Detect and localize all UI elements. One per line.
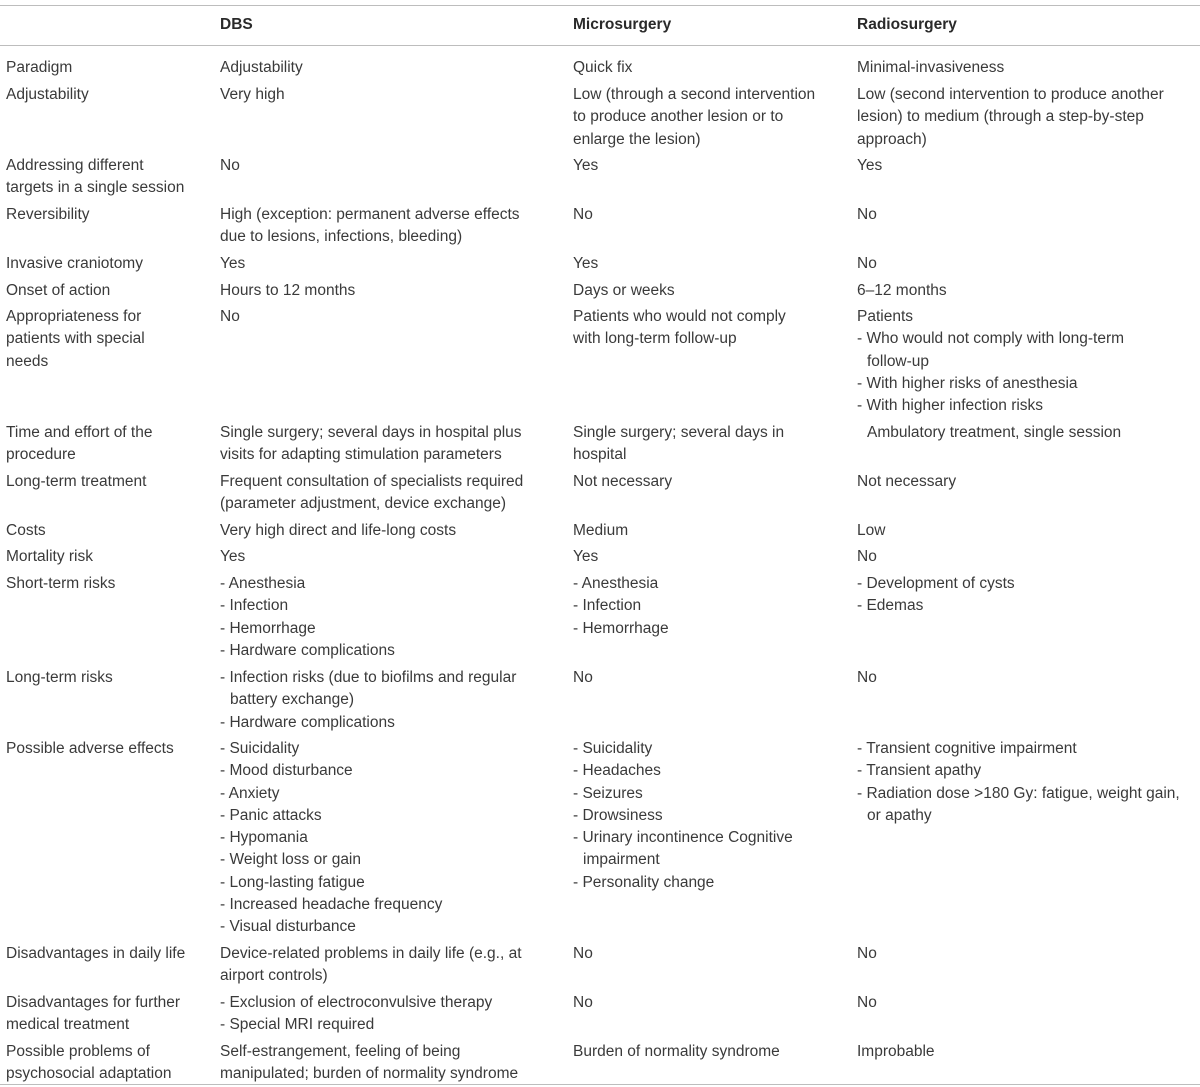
cell-line: No: [857, 206, 877, 223]
cell-line: - Hardware complications: [220, 713, 395, 731]
microsurgery-cell: [573, 992, 843, 1014]
cell-line: Self-estrangement, feeling of being: [220, 1043, 461, 1060]
cell-line: - Suicidality: [220, 740, 300, 757]
cell-line: hospital: [573, 446, 627, 464]
radiosurgery-cell: [857, 520, 1200, 542]
cell-line: High (exception: permanent adverse effects: [220, 206, 520, 223]
row-label: [6, 306, 206, 373]
cell-line: targets in a single session: [6, 179, 185, 197]
cell-line: Paradigm: [6, 59, 73, 76]
table-top-rule: [0, 5, 1200, 6]
cell-line: No: [220, 157, 240, 174]
cell-line: airport controls): [220, 967, 328, 985]
cell-line: manipulated; burden of normality syndrome: [220, 1065, 519, 1083]
dbs-cell: [220, 943, 560, 988]
row-label: [6, 943, 206, 965]
cell-line: Yes: [573, 157, 599, 174]
cell-line: - Transient apathy: [857, 762, 982, 780]
cell-line: Reversibility: [6, 206, 90, 223]
cell-line: Long-term treatment: [6, 473, 147, 490]
cell-line: - Anxiety: [220, 784, 280, 802]
header-microsurgery: Microsurgery: [573, 16, 672, 33]
cell-line: impairment: [583, 851, 660, 869]
cell-line: Addressing different: [6, 157, 144, 174]
row-label: [6, 992, 206, 1037]
cell-line: - Visual disturbance: [220, 918, 356, 936]
cell-line: Possible problems of: [6, 1043, 150, 1060]
row-label: [6, 253, 206, 275]
row-label: [6, 471, 206, 493]
cell-line: No: [573, 994, 593, 1011]
microsurgery-cell: [573, 306, 843, 351]
cell-line: Adjustability: [220, 59, 303, 76]
dbs-cell: [220, 253, 560, 275]
cell-line: - Infection: [573, 597, 642, 615]
cell-line: - With higher infection risks: [857, 397, 1044, 415]
radiosurgery-cell: [857, 471, 1200, 493]
cell-line: Appropriateness for: [6, 308, 142, 325]
cell-line: - Headaches: [573, 762, 661, 780]
cell-line: psychosocial adaptation: [6, 1065, 172, 1083]
microsurgery-cell: [573, 1041, 843, 1063]
cell-line: - Weight loss or gain: [220, 851, 361, 869]
dbs-cell: [220, 520, 560, 542]
row-label: [6, 667, 206, 689]
cell-line: Patients: [857, 308, 914, 325]
radiosurgery-cell: [857, 422, 1200, 444]
cell-line: follow-up: [867, 352, 930, 370]
cell-line: lesion) to medium (through a step-by-step: [857, 108, 1144, 126]
cell-line: - Hemorrhage: [573, 619, 669, 637]
cell-line: No: [857, 945, 877, 962]
cell-line: - Exclusion of electroconvulsive therapy: [220, 994, 493, 1011]
row-label: [6, 84, 206, 106]
dbs-cell: [220, 992, 560, 1037]
cell-line: Low: [857, 522, 886, 539]
table-header: [0, 16, 1200, 40]
radiosurgery-cell: [857, 992, 1200, 1014]
radiosurgery-cell: [857, 155, 1200, 177]
cell-line: No: [857, 548, 877, 565]
cell-line: Quick fix: [573, 59, 633, 76]
cell-line: procedure: [6, 446, 76, 464]
cell-line: - Hypomania: [220, 829, 308, 847]
cell-line: No: [573, 945, 593, 962]
cell-line: - Infection: [220, 597, 289, 615]
row-label: [6, 57, 206, 79]
cell-line: - Anesthesia: [573, 575, 659, 592]
radiosurgery-cell: [857, 1041, 1200, 1063]
cell-line: Low (through a second intervention: [573, 86, 816, 103]
dbs-cell: [220, 57, 560, 79]
radiosurgery-cell: [857, 280, 1200, 302]
dbs-cell: [220, 738, 560, 939]
row-label: [6, 573, 206, 595]
dbs-cell: [220, 573, 560, 662]
cell-line: No: [857, 669, 877, 686]
microsurgery-cell: [573, 57, 843, 79]
dbs-cell: [220, 471, 560, 516]
dbs-cell: [220, 155, 560, 177]
microsurgery-cell: [573, 280, 843, 302]
cell-line: Very high direct and life-long costs: [220, 522, 457, 539]
microsurgery-cell: [573, 520, 843, 542]
microsurgery-cell: [573, 573, 843, 640]
dbs-cell: [220, 84, 560, 106]
radiosurgery-cell: [857, 57, 1200, 79]
cell-line: or apathy: [867, 806, 932, 824]
header-dbs: DBS: [220, 16, 253, 33]
cell-line: Yes: [573, 548, 599, 565]
cell-line: - Hemorrhage: [220, 619, 316, 637]
cell-line: 6–12 months: [857, 282, 947, 299]
cell-line: Disadvantages for further: [6, 994, 181, 1011]
header-radiosurgery: Radiosurgery: [857, 16, 957, 33]
cell-line: Not necessary: [857, 473, 957, 490]
dbs-cell: [220, 422, 560, 467]
cell-line: Possible adverse effects: [6, 740, 174, 757]
cell-line: Days or weeks: [573, 282, 675, 299]
cell-line: No: [857, 255, 877, 272]
dbs-cell: [220, 667, 560, 734]
cell-line: Onset of action: [6, 282, 111, 299]
radiosurgery-cell: [857, 667, 1200, 689]
cell-line: - Panic attacks: [220, 806, 322, 824]
cell-line: - Urinary incontinence Cognitive: [573, 829, 793, 847]
cell-line: Invasive craniotomy: [6, 255, 143, 272]
cell-line: - Drowsiness: [573, 806, 663, 824]
cell-line: - Long-lasting fatigue: [220, 873, 365, 891]
cell-line: - Personality change: [573, 873, 715, 891]
row-label: [6, 738, 206, 760]
cell-line: - Suicidality: [573, 740, 653, 757]
cell-line: Adjustability: [6, 86, 89, 103]
cell-line: No: [220, 308, 240, 325]
cell-line: Single surgery; several days in hospital plus: [220, 424, 522, 441]
microsurgery-cell: [573, 84, 843, 151]
cell-line: Device-related problems in daily life (e.g., at: [220, 945, 522, 962]
cell-line: to produce another lesion or to: [573, 108, 784, 126]
cell-line: - With higher risks of anesthesia: [857, 374, 1078, 392]
cell-line: - Who would not comply with long-term: [857, 330, 1125, 348]
cell-line: Minimal-invasiveness: [857, 59, 1005, 76]
cell-line: - Special MRI required: [220, 1016, 375, 1034]
radiosurgery-cell: [857, 738, 1200, 827]
cell-line: approach): [857, 130, 927, 148]
cell-line: Ambulatory treatment, single session: [867, 424, 1122, 441]
cell-line: medical treatment: [6, 1016, 130, 1034]
cell-line: (parameter adjustment, device exchange): [220, 495, 507, 513]
cell-line: - Mood disturbance: [220, 762, 353, 780]
cell-line: - Radiation dose >180 Gy: fatigue, weight gain,: [857, 784, 1180, 802]
cell-line: Mortality risk: [6, 548, 93, 565]
radiosurgery-cell: [857, 546, 1200, 568]
radiosurgery-cell: [857, 943, 1200, 965]
cell-line: - Seizures: [573, 784, 643, 802]
cell-line: Long-term risks: [6, 669, 113, 686]
microsurgery-cell: [573, 943, 843, 965]
row-label: [6, 204, 206, 226]
cell-line: Medium: [573, 522, 629, 539]
cell-line: Frequent consultation of specialists required: [220, 473, 524, 490]
microsurgery-cell: [573, 155, 843, 177]
cell-line: Low (second intervention to produce another: [857, 86, 1164, 103]
cell-line: Yes: [220, 548, 246, 565]
cell-line: due to lesions, infections, bleeding): [220, 228, 463, 246]
microsurgery-cell: [573, 667, 843, 689]
cell-line: battery exchange): [230, 691, 355, 709]
cell-line: Disadvantages in daily life: [6, 945, 186, 962]
cell-line: Very high: [220, 86, 285, 103]
radiosurgery-cell: [857, 204, 1200, 226]
table-bottom-rule: [0, 1084, 1200, 1085]
cell-line: with long-term follow-up: [573, 330, 737, 348]
cell-line: Yes: [573, 255, 599, 272]
cell-line: No: [573, 206, 593, 223]
radiosurgery-cell: [857, 306, 1200, 417]
header-rule: [0, 45, 1200, 46]
row-label: [6, 422, 206, 467]
cell-line: - Development of cysts: [857, 575, 1015, 592]
row-label: [6, 280, 206, 302]
cell-line: enlarge the lesion): [573, 130, 701, 148]
microsurgery-cell: [573, 738, 843, 894]
microsurgery-cell: [573, 253, 843, 275]
cell-line: No: [857, 994, 877, 1011]
cell-line: - Edemas: [857, 597, 924, 615]
cell-line: Improbable: [857, 1043, 935, 1060]
cell-line: No: [573, 669, 593, 686]
radiosurgery-cell: [857, 573, 1200, 618]
cell-line: Yes: [220, 255, 246, 272]
microsurgery-cell: [573, 204, 843, 226]
cell-line: Costs: [6, 522, 46, 539]
dbs-cell: [220, 306, 560, 328]
dbs-cell: [220, 204, 560, 249]
radiosurgery-cell: [857, 84, 1200, 151]
cell-line: Patients who would not comply: [573, 308, 786, 325]
cell-line: - Increased headache frequency: [220, 896, 443, 914]
dbs-cell: [220, 546, 560, 568]
cell-line: Short-term risks: [6, 575, 116, 592]
cell-line: visits for adapting stimulation parameters: [220, 446, 502, 464]
cell-line: Hours to 12 months: [220, 282, 356, 299]
row-label: [6, 155, 206, 200]
cell-line: - Infection risks (due to biofilms and regular: [220, 669, 517, 686]
cell-line: patients with special: [6, 330, 145, 348]
cell-line: - Hardware complications: [220, 641, 395, 659]
dbs-cell: [220, 1041, 560, 1086]
cell-line: Single surgery; several days in: [573, 424, 785, 441]
microsurgery-cell: [573, 422, 843, 467]
cell-line: needs: [6, 352, 49, 370]
cell-line: Yes: [857, 157, 883, 174]
cell-line: Time and effort of the: [6, 424, 153, 441]
dbs-cell: [220, 280, 560, 302]
row-label: [6, 520, 206, 542]
radiosurgery-cell: [857, 253, 1200, 275]
cell-line: - Transient cognitive impairment: [857, 740, 1077, 757]
cell-line: Burden of normality syndrome: [573, 1043, 780, 1060]
cell-line: - Anesthesia: [220, 575, 306, 592]
microsurgery-cell: [573, 471, 843, 493]
cell-line: Not necessary: [573, 473, 673, 490]
row-label: [6, 1041, 206, 1086]
row-label: [6, 546, 206, 568]
microsurgery-cell: [573, 546, 843, 568]
